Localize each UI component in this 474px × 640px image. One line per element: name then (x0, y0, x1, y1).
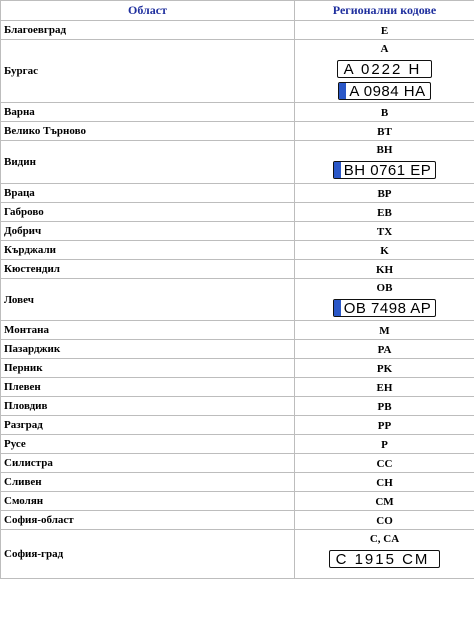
table-row (1, 435, 474, 454)
table-row (1, 416, 474, 435)
region-code-text: PA (377, 344, 392, 356)
table-row (1, 397, 474, 416)
table-row (1, 241, 474, 260)
region-name-cell: Плевен (1, 378, 295, 397)
region-name-cell: Пловдив (1, 397, 295, 416)
region-code-text: EB (377, 207, 392, 219)
region-code-cell (295, 21, 474, 40)
region-name-cell: Благоевград (1, 21, 295, 40)
table-row (1, 222, 474, 241)
region-code-cell (295, 530, 474, 579)
region-code-text: B (380, 107, 389, 119)
region-code-text: CO (376, 515, 393, 527)
license-plate-image (333, 161, 437, 179)
region-code-cell (295, 141, 474, 184)
table-row (1, 21, 474, 40)
region-code-text: C, CA (369, 533, 400, 545)
header-codes: Регионални кодове (295, 1, 474, 21)
region-code-cell (295, 416, 474, 435)
license-plate-text: OB 7498 AP (343, 299, 432, 317)
table-row (1, 454, 474, 473)
region-name-cell: Велико Търново (1, 122, 295, 141)
region-code-cell (295, 435, 474, 454)
region-name-cell: Сливен (1, 473, 295, 492)
region-code-text: PK (376, 363, 393, 375)
table-row (1, 473, 474, 492)
region-code-text: PP (377, 420, 392, 432)
region-code-text: M (379, 325, 390, 337)
region-name-cell: Варна (1, 103, 295, 122)
region-name-cell: Монтана (1, 321, 295, 340)
table-row (1, 492, 474, 511)
region-code-text: A (380, 43, 389, 55)
region-code-cell (295, 241, 474, 260)
region-name-cell: Пазарджик (1, 340, 295, 359)
table-row (1, 122, 474, 141)
region-code-text: K (380, 245, 389, 257)
region-code-cell (295, 321, 474, 340)
region-code-text: OB (376, 282, 393, 294)
region-name-cell: Добрич (1, 222, 295, 241)
region-code-cell (295, 454, 474, 473)
region-name-cell: Силистра (1, 454, 295, 473)
region-code-text: EH (376, 382, 393, 394)
table-row (1, 511, 474, 530)
region-name-cell: Габрово (1, 203, 295, 222)
table-body (1, 21, 474, 579)
license-plate-image (338, 82, 430, 100)
region-name-cell: Перник (1, 359, 295, 378)
region-name-cell: Русе (1, 435, 295, 454)
region-name-cell: Смолян (1, 492, 295, 511)
license-plate-text: C 1915 CM (335, 550, 430, 568)
region-code-text: TX (376, 226, 393, 238)
region-code-cell (295, 279, 474, 321)
eu-flag-icon (334, 162, 341, 178)
table-row (1, 359, 474, 378)
region-code-cell (295, 492, 474, 511)
region-code-text: BP (377, 188, 392, 200)
region-code-text: P (381, 439, 388, 451)
region-code-cell (295, 511, 474, 530)
license-plate-image (333, 299, 437, 317)
region-code-cell (295, 260, 474, 279)
region-name-cell: Враца (1, 184, 295, 203)
table-row (1, 203, 474, 222)
table-row (1, 530, 474, 579)
region-code-cell (295, 222, 474, 241)
eu-flag-icon (339, 83, 346, 99)
region-code-text: BH (376, 144, 393, 156)
region-code-cell (295, 203, 474, 222)
region-name-cell: Разград (1, 416, 295, 435)
region-code-text: PB (377, 401, 392, 413)
license-plate-image (329, 550, 441, 568)
region-code-cell (295, 122, 474, 141)
region-name-cell: Видин (1, 141, 295, 184)
region-code-cell (295, 378, 474, 397)
region-code-cell (295, 340, 474, 359)
region-code-text: CC (376, 458, 393, 470)
region-code-text: CM (375, 496, 394, 508)
region-code-cell (295, 40, 474, 103)
table-row (1, 141, 474, 184)
table-row (1, 184, 474, 203)
region-code-text: CH (376, 477, 393, 489)
table-header-row (1, 1, 474, 21)
region-name-cell: Бургас (1, 40, 295, 103)
table-row (1, 340, 474, 359)
region-code-text: BT (377, 126, 392, 138)
region-code-cell (295, 359, 474, 378)
eu-flag-icon (334, 300, 341, 316)
table-row (1, 260, 474, 279)
license-plate-text: A 0984 HA (349, 82, 426, 100)
region-name-cell: Кърджали (1, 241, 295, 260)
table-row (1, 321, 474, 340)
table-row (1, 103, 474, 122)
header-region: Област (1, 1, 295, 21)
table-row (1, 40, 474, 103)
region-code-text: E (380, 25, 389, 37)
region-code-cell (295, 397, 474, 416)
license-plate-text: BH 0761 EP (343, 161, 432, 179)
license-plate-image (337, 60, 433, 78)
table-row (1, 378, 474, 397)
region-name-cell: Кюстендил (1, 260, 295, 279)
region-code-cell (295, 103, 474, 122)
region-code-cell (295, 184, 474, 203)
region-name-cell: София-град (1, 530, 295, 579)
region-code-text: KH (375, 264, 394, 276)
region-code-cell (295, 473, 474, 492)
table-row (1, 279, 474, 321)
region-name-cell: София-област (1, 511, 295, 530)
license-plate-text: A 0222 H (343, 60, 422, 78)
region-name-cell: Ловеч (1, 279, 295, 321)
